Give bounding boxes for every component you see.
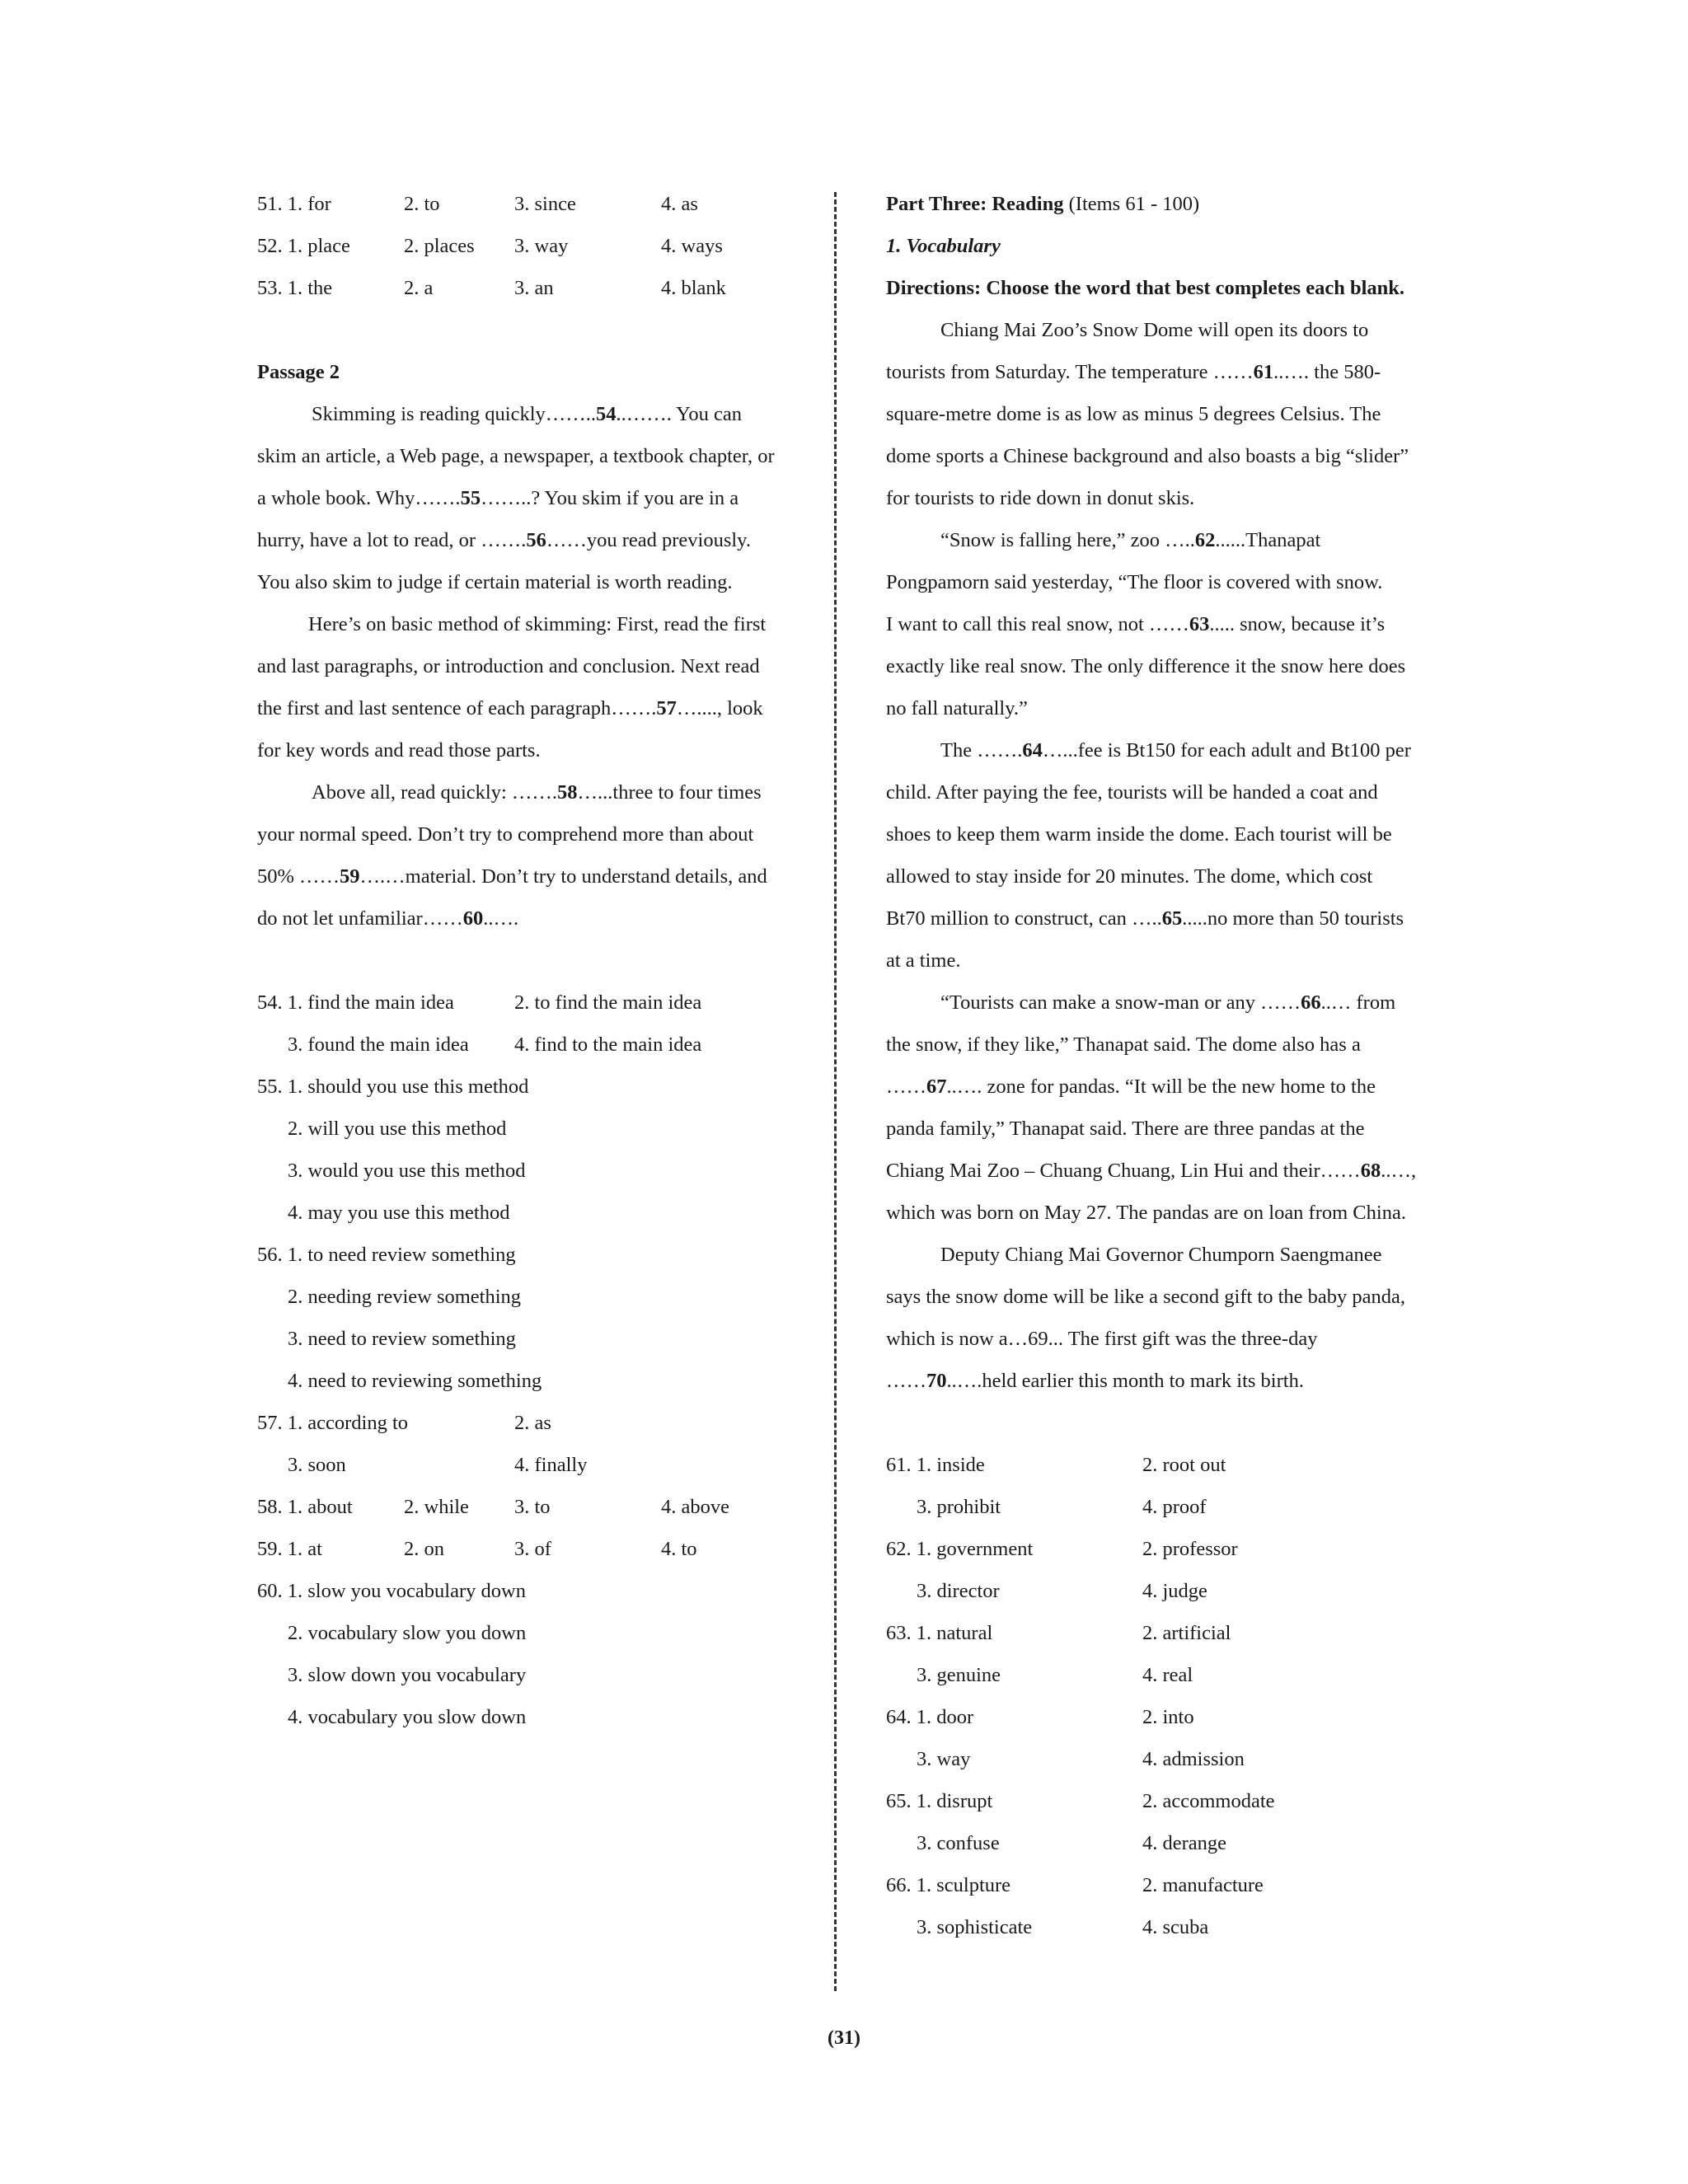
- q65-option-4: 4. derange: [1142, 1832, 1227, 1854]
- passage-line: a whole book. Why…….55……..? You skim if you are in a: [257, 487, 739, 509]
- q63-option-3: 3. genuine: [917, 1664, 1001, 1686]
- passage-title: Passage 2: [257, 361, 340, 383]
- passage-line: Deputy Chiang Mai Governor Chumporn Saengmanee: [940, 1244, 1382, 1266]
- passage-line: no fall naturally.”: [886, 697, 1028, 719]
- q59-option-3: 3. of: [514, 1538, 551, 1560]
- part-items: (Items 61 - 100): [1063, 193, 1200, 215]
- question-52: [257, 225, 801, 267]
- passage-line: shoes to keep them warm inside the dome. Each tourist will be: [886, 823, 1392, 846]
- q66-option-2: 2. manufacture: [1142, 1874, 1264, 1896]
- q66-option-1: 66. 1. sculpture: [886, 1874, 1011, 1896]
- passage-line: allowed to stay inside for 20 minutes. The dome, which cost: [886, 865, 1373, 888]
- q59-option-1: 59. 1. at: [257, 1538, 322, 1560]
- q58-option-2: 2. while: [404, 1496, 469, 1518]
- q62-option-2: 2. professor: [1142, 1538, 1238, 1560]
- part-title: Part Three: Reading: [886, 193, 1064, 215]
- passage-line: at a time.: [886, 949, 961, 972]
- q53-option-4: 4. blank: [661, 277, 726, 299]
- q56-option-1: 56. 1. to need review something: [257, 1244, 516, 1266]
- q61-option-4: 4. proof: [1142, 1496, 1207, 1518]
- q65-option-3: 3. confuse: [917, 1832, 1000, 1854]
- q55-option-3: 3. would you use this method: [288, 1160, 526, 1182]
- q60-option-3: 3. slow down you vocabulary: [288, 1664, 527, 1686]
- question-57: [257, 1402, 801, 1444]
- q63-option-4: 4. real: [1142, 1664, 1193, 1686]
- right-column: [886, 183, 1434, 1948]
- passage-line: child. After paying the fee, tourists will be handed a coat and: [886, 781, 1378, 804]
- q62-option-1: 62. 1. government: [886, 1538, 1034, 1560]
- passage-line: hurry, have a lot to read, or …….56……you read previously.: [257, 529, 751, 551]
- left-column: [257, 183, 801, 1738]
- passage-line: ……67..…. zone for pandas. “It will be the new home to the: [886, 1076, 1376, 1098]
- question-66-row2: [886, 1906, 1434, 1948]
- passage-line: square-metre dome is as low as minus 5 degrees Celsius. The: [886, 403, 1381, 425]
- part-heading: [886, 183, 1434, 225]
- q65-option-1: 65. 1. disrupt: [886, 1790, 993, 1812]
- passage-line: Here’s on basic method of skimming: First, read the first: [308, 613, 767, 635]
- q54-option-2: 2. to find the main idea: [514, 991, 702, 1014]
- passage-line: Chiang Mai Zoo – Chuang Chuang, Lin Hui and their……68..…,: [886, 1160, 1417, 1182]
- q57-option-3: 3. soon: [288, 1454, 346, 1476]
- q53-option-2: 2. a: [404, 277, 434, 299]
- question-61-row2: [886, 1486, 1434, 1528]
- q56-option-3: 3. need to review something: [288, 1328, 516, 1350]
- directions: Directions: Choose the word that best completes each blank.: [886, 277, 1405, 299]
- passage-line: your normal speed. Don’t try to comprehend more than about: [257, 823, 754, 846]
- q54-option-3: 3. found the main idea: [288, 1033, 469, 1056]
- q58-option-1: 58. 1. about: [257, 1496, 353, 1518]
- question-65-row2: [886, 1822, 1434, 1864]
- passage-line: and last paragraphs, or introduction and conclusion. Next read: [257, 655, 760, 677]
- question-61: [886, 1444, 1434, 1486]
- passage-line: 50% ……59….…material. Don’t try to understand details, and: [257, 865, 767, 888]
- passage-line: for tourists to ride down in donut skis.: [886, 487, 1195, 509]
- q63-option-1: 63. 1. natural: [886, 1622, 993, 1644]
- q53-option-1: 53. 1. the: [257, 277, 333, 299]
- q63-option-2: 2. artificial: [1142, 1622, 1231, 1644]
- question-66: [886, 1864, 1434, 1906]
- q65-option-2: 2. accommodate: [1142, 1790, 1275, 1812]
- passage-line: I want to call this real snow, not ……63..... snow, because it’s: [886, 613, 1386, 635]
- passage-line: panda family,” Thanapat said. There are three pandas at the: [886, 1118, 1365, 1140]
- q54-option-4: 4. find to the main idea: [514, 1033, 702, 1056]
- q60-option-1: 60. 1. slow you vocabulary down: [257, 1580, 526, 1602]
- q57-option-4: 4. finally: [514, 1454, 588, 1476]
- q66-option-3: 3. sophisticate: [917, 1916, 1033, 1938]
- passage-line: the snow, if they like,” Thanapat said. The dome also has a: [886, 1033, 1361, 1056]
- q55-option-4: 4. may you use this method: [288, 1202, 510, 1224]
- q52-option-1: 52. 1. place: [257, 235, 350, 257]
- q64-option-3: 3. way: [917, 1748, 971, 1770]
- passage-line: skim an article, a Web page, a newspaper, a textbook chapter, or: [257, 445, 775, 467]
- q61-option-2: 2. root out: [1142, 1454, 1226, 1476]
- passage-line: do not let unfamiliar……60..….: [257, 907, 519, 930]
- q60-option-4: 4. vocabulary you slow down: [288, 1706, 527, 1728]
- q51-option-2: 2. to: [404, 193, 440, 215]
- q51-option-4: 4. as: [661, 193, 698, 215]
- q61-option-3: 3. prohibit: [917, 1496, 1001, 1518]
- q58-option-3: 3. to: [514, 1496, 551, 1518]
- question-58: [257, 1486, 801, 1528]
- passage-line: for key words and read those parts.: [257, 739, 541, 762]
- passage-line: which was born on May 27. The pandas are on loan from China.: [886, 1202, 1406, 1224]
- q56-option-2: 2. needing review something: [288, 1286, 522, 1308]
- passage-line: “Tourists can make a snow-man or any ……66..… from: [940, 991, 1396, 1014]
- q54-option-1: 54. 1. find the main idea: [257, 991, 454, 1014]
- q53-option-3: 3. an: [514, 277, 554, 299]
- passage-line: dome sports a Chinese background and also boasts a big “slider”: [886, 445, 1409, 467]
- q51-option-3: 3. since: [514, 193, 576, 215]
- q52-option-4: 4. ways: [661, 235, 723, 257]
- q55-option-2: 2. will you use this method: [288, 1118, 507, 1140]
- q59-option-4: 4. to: [661, 1538, 697, 1560]
- question-54-row2: [257, 1024, 801, 1066]
- passage-line: Bt70 million to construct, can …..65.....no more than 50 tourists: [886, 907, 1404, 930]
- q62-option-4: 4. judge: [1142, 1580, 1207, 1602]
- passage-line: The …….64…...fee is Bt150 for each adult and Bt100 per: [940, 739, 1411, 762]
- passage-line: “Snow is falling here,” zoo …..62......Thanapat: [940, 529, 1321, 551]
- q61-option-1: 61. 1. inside: [886, 1454, 985, 1476]
- column-divider: [834, 192, 837, 1991]
- q60-option-2: 2. vocabulary slow you down: [288, 1622, 527, 1644]
- q55-option-1: 55. 1. should you use this method: [257, 1076, 529, 1098]
- q64-option-4: 4. admission: [1142, 1748, 1245, 1770]
- passage-line: which is now a…69... The first gift was the three-day: [886, 1328, 1318, 1350]
- question-63: [886, 1612, 1434, 1654]
- q52-option-2: 2. places: [404, 235, 475, 257]
- question-54: [257, 982, 801, 1024]
- passage-line: Pongpamorn said yesterday, “The floor is covered with snow.: [886, 571, 1383, 593]
- passage-line: exactly like real snow. The only difference it the snow here does: [886, 655, 1406, 677]
- q62-option-3: 3. director: [917, 1580, 1000, 1602]
- q57-option-1: 57. 1. according to: [257, 1412, 409, 1434]
- question-59: [257, 1528, 801, 1570]
- q51-option-1: 51. 1. for: [257, 193, 331, 215]
- q66-option-4: 4. scuba: [1142, 1916, 1209, 1938]
- passage-line: the first and last sentence of each paragraph…….57…...., look: [257, 697, 763, 719]
- passage-line: tourists from Saturday. The temperature ……61..…. the 580-: [886, 361, 1381, 383]
- question-51: [257, 183, 801, 225]
- question-62-row2: [886, 1570, 1434, 1612]
- q59-option-2: 2. on: [404, 1538, 444, 1560]
- q58-option-4: 4. above: [661, 1496, 729, 1518]
- question-53: [257, 267, 801, 309]
- passage-line: Chiang Mai Zoo’s Snow Dome will open its doors to: [940, 319, 1369, 341]
- question-64-row2: [886, 1738, 1434, 1780]
- q64-option-1: 64. 1. door: [886, 1706, 974, 1728]
- section-title: 1. Vocabulary: [886, 235, 1001, 257]
- q64-option-2: 2. into: [1142, 1706, 1194, 1728]
- question-65: [886, 1780, 1434, 1822]
- vocabulary-passage: [886, 309, 1434, 1402]
- q57-option-2: 2. as: [514, 1412, 551, 1434]
- passage-2-text: [257, 393, 801, 940]
- passage-line: Skimming is reading quickly……..54..……. You can: [312, 403, 742, 425]
- passage-line: You also skim to judge if certain material is worth reading.: [257, 571, 733, 593]
- passage-line: ……70..….held earlier this month to mark its birth.: [886, 1370, 1304, 1392]
- question-62: [886, 1528, 1434, 1570]
- page-number: (31): [828, 2027, 860, 2049]
- question-63-row2: [886, 1654, 1434, 1696]
- passage-line: says the snow dome will be like a second gift to the baby panda,: [886, 1286, 1406, 1308]
- question-64: [886, 1696, 1434, 1738]
- passage-line: Above all, read quickly: …….58…...three to four times: [312, 781, 762, 804]
- q52-option-3: 3. way: [514, 235, 569, 257]
- question-57-row2: [257, 1444, 801, 1486]
- q56-option-4: 4. need to reviewing something: [288, 1370, 542, 1392]
